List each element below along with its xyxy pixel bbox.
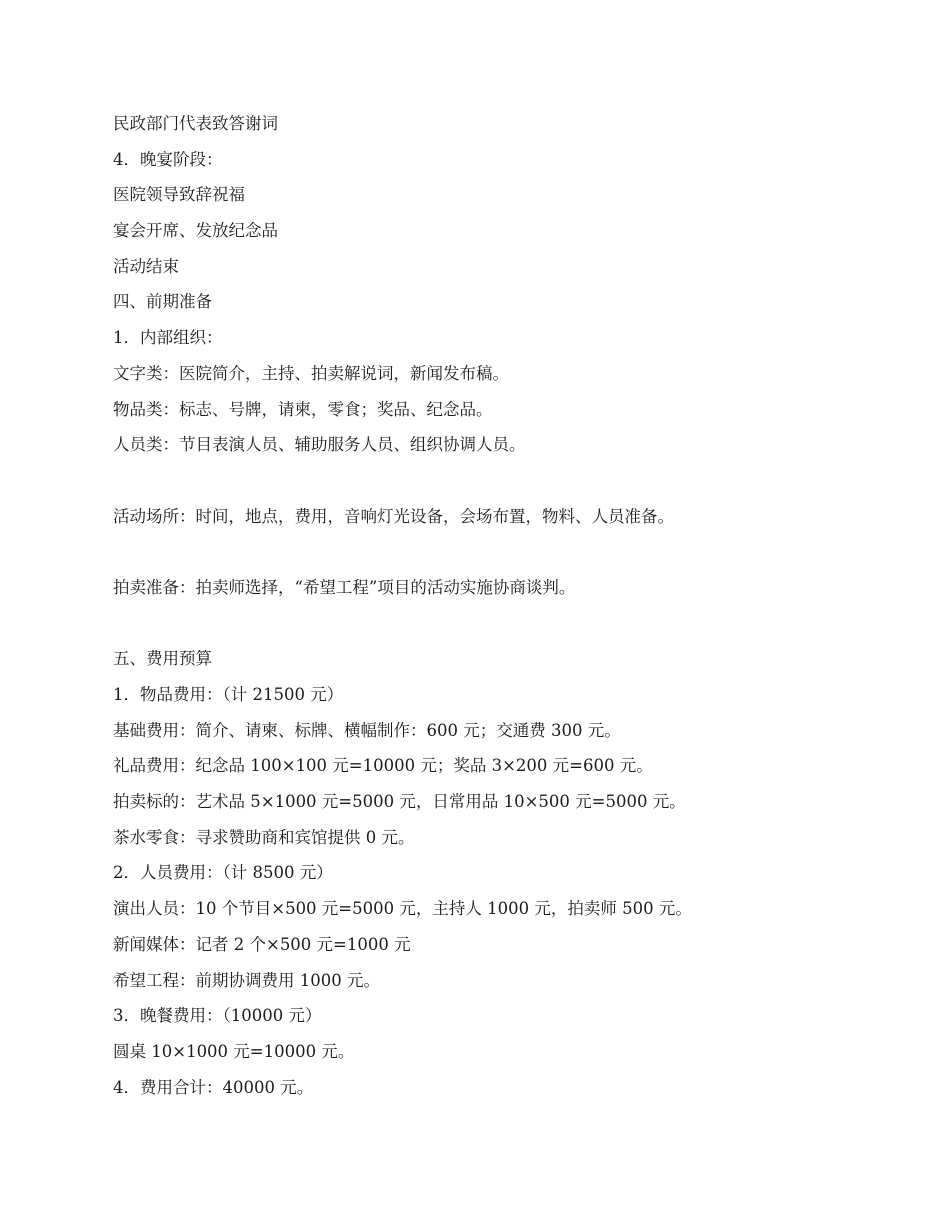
blank-line	[113, 463, 873, 499]
text-line: 活动场所：时间，地点，费用，音响灯光设备，会场布置，物料、人员准备。	[113, 506, 674, 526]
text-line: 活动结束	[113, 256, 179, 276]
section-heading: 四、前期准备	[113, 292, 212, 312]
section-heading: 五、费用预算	[113, 649, 212, 669]
text-line: 拍卖标的：艺术品 5×1000 元=5000 元，日常用品 10×500 元=5000 元。	[113, 792, 686, 812]
section-heading: 2．人员费用：（计 8500 元）	[113, 863, 333, 883]
text-line: 物品类：标志、号牌，请柬，零食；奖品、纪念品。	[113, 399, 493, 419]
blank-line	[113, 534, 873, 570]
text-line: 演出人员：10 个节目×500 元=5000 元，主持人 1000 元，拍卖师 500 元。	[113, 899, 692, 919]
section-heading: 4．晚宴阶段：	[113, 149, 223, 169]
document-body	[113, 106, 873, 1105]
text-line: 民政部门代表致答谢词	[113, 114, 278, 133]
text-line: 新闻媒体：记者 2 个×500 元=1000 元	[113, 934, 411, 954]
text-line: 医院领导致辞祝福	[113, 185, 245, 205]
section-heading: 1．物品费用：（计 21500 元）	[113, 685, 344, 704]
blank-line	[113, 606, 873, 642]
text-line: 基础费用：简介、请柬、标牌、横幅制作：600 元；交通费 300 元。	[113, 720, 621, 740]
section-heading: 3．晚餐费用：（10000 元）	[113, 1006, 322, 1026]
text-line: 茶水零食：寻求赞助商和宾馆提供 0 元。	[113, 827, 415, 847]
section-heading: 1．内部组织：	[113, 328, 223, 348]
text-line: 圆桌 10×1000 元=10000 元。	[113, 1041, 355, 1061]
text-line: 宴会开席、发放纪念品	[113, 221, 278, 241]
text-line: 人员类：节目表演人员、辅助服务人员、组织协调人员。	[113, 435, 526, 455]
text-line: 文字类：医院简介，主持、拍卖解说词，新闻发布稿。	[113, 363, 509, 383]
text-line: 拍卖准备：拍卖师选择，“希望工程”项目的活动实施协商谈判。	[113, 577, 576, 597]
section-heading: 4．费用合计：40000 元。	[113, 1077, 314, 1097]
text-line: 希望工程：前期协调费用 1000 元。	[113, 970, 380, 990]
text-line: 礼品费用：纪念品 100×100 元=10000 元；奖品 3×200 元=600 元。	[113, 756, 653, 776]
